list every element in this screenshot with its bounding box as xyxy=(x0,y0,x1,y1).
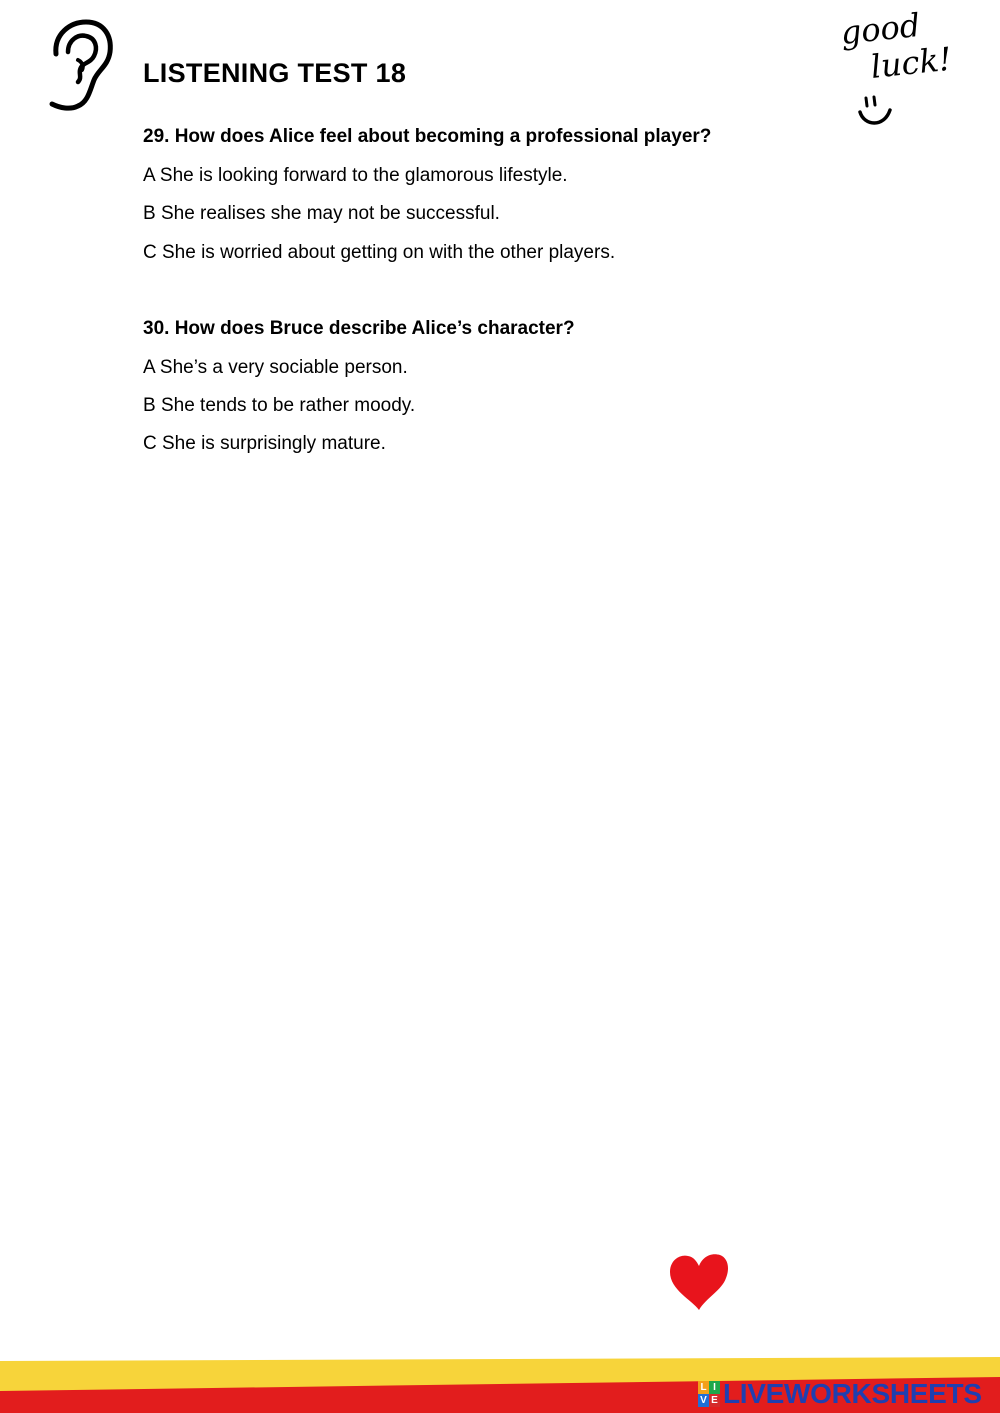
page-title: LISTENING TEST 18 xyxy=(143,58,407,88)
question-30-prompt: 30. How does Bruce describe Alice’s character? xyxy=(143,318,575,339)
ear-icon xyxy=(44,16,116,114)
question-29-option-c[interactable]: C She is worried about getting on with the other players. xyxy=(143,242,616,263)
question-30-option-c[interactable]: C She is surprisingly mature. xyxy=(143,433,386,454)
question-29-option-a[interactable]: A She is looking forward to the glamorous lifestyle. xyxy=(143,165,568,186)
heart-icon xyxy=(666,1252,732,1312)
question-30-option-b[interactable]: B She tends to be rather moody. xyxy=(143,395,416,416)
brand-badge: L I V E xyxy=(698,1381,720,1407)
handwritten-line-2: luck! xyxy=(868,39,954,86)
question-30-option-a[interactable]: A She’s a very sociable person. xyxy=(143,357,408,378)
question-29-option-b[interactable]: B She realises she may not be successful. xyxy=(143,203,500,224)
brand-name: LIVEWORKSHEETS xyxy=(723,1378,982,1409)
handwritten-line-1: good xyxy=(838,6,922,52)
question-29-prompt: 29. How does Alice feel about becoming a professional player? xyxy=(143,126,712,147)
liveworksheets-logo xyxy=(698,1378,982,1410)
good-luck-note xyxy=(836,6,981,132)
